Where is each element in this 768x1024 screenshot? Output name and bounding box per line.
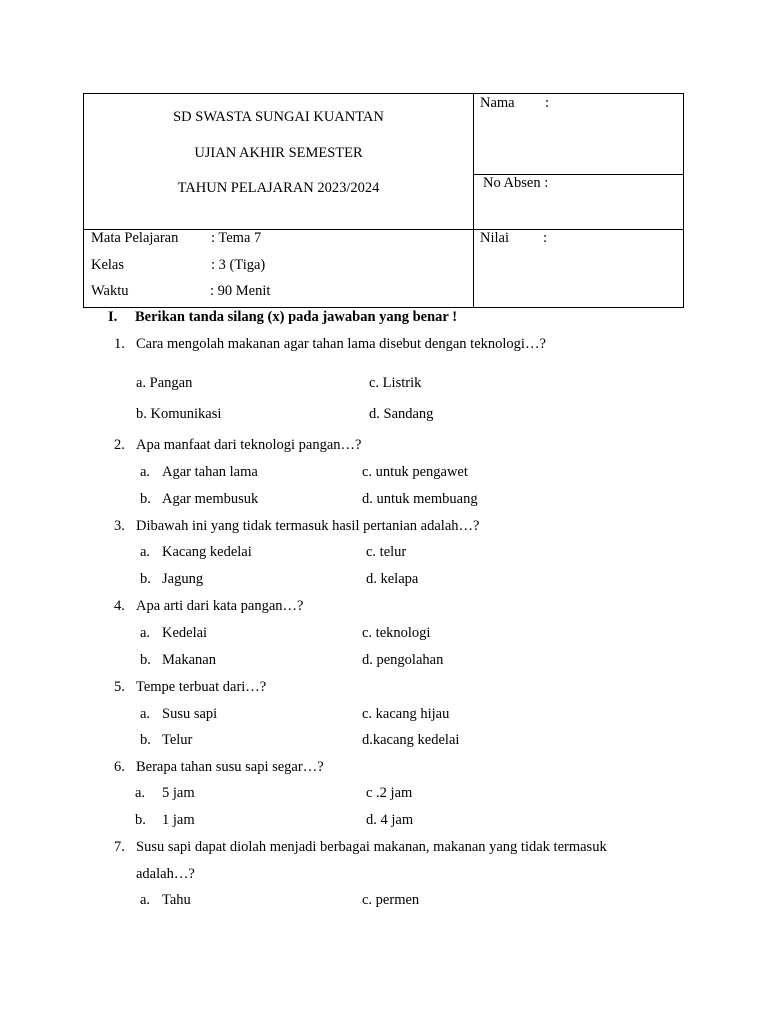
option-b-marker: b. xyxy=(140,491,151,507)
question-text: Dibawah ini yang tidak termasuk hasil pertanian adalah…? xyxy=(136,518,480,534)
option-b: Makanan xyxy=(162,652,216,668)
option-a: Tahu xyxy=(162,892,191,908)
subject-label: Mata Pelajaran xyxy=(91,230,179,246)
option-a-marker: a. xyxy=(140,892,151,908)
section-number: I. xyxy=(108,309,118,325)
option-a-marker: a. xyxy=(140,625,151,641)
nilai-colon: : xyxy=(543,230,548,246)
nama-label: Nama xyxy=(480,95,515,111)
question-number: 2. xyxy=(114,437,125,453)
option-b: Agar membusuk xyxy=(162,491,259,507)
option-d: d. Sandang xyxy=(369,406,434,422)
question-number: 3. xyxy=(114,518,125,534)
option-c: c. untuk pengawet xyxy=(362,464,468,480)
question-number: 1. xyxy=(114,336,125,352)
option-a: 5 jam xyxy=(162,785,195,801)
question-number: 5. xyxy=(114,679,125,695)
option-c: c. telur xyxy=(366,544,407,560)
question-number: 7. xyxy=(114,839,125,855)
question-text: Berapa tahan susu sapi segar…? xyxy=(136,759,324,775)
option-a: Agar tahan lama xyxy=(162,464,258,480)
option-d: d. pengolahan xyxy=(362,652,444,668)
class-value: : 3 (Tiga) xyxy=(211,257,266,273)
option-a-marker: a. xyxy=(140,464,151,480)
header-table xyxy=(83,93,684,308)
class-label: Kelas xyxy=(91,257,125,273)
question-text-continued: adalah…? xyxy=(136,866,195,882)
academic-year: TAHUN PELAJARAN 2023/2024 xyxy=(177,180,380,196)
option-b: 1 jam xyxy=(162,812,195,828)
time-value: : 90 Menit xyxy=(210,283,271,299)
nilai-label: Nilai xyxy=(480,230,509,246)
section-instruction: Berikan tanda silang (x) pada jawaban yang benar ! xyxy=(135,309,458,325)
option-d: d. kelapa xyxy=(366,571,419,587)
option-b: Jagung xyxy=(162,571,204,587)
option-c: c. teknologi xyxy=(362,625,431,641)
nama-colon: : xyxy=(545,95,550,111)
option-d: d.kacang kedelai xyxy=(362,732,460,748)
question-number: 6. xyxy=(114,759,125,775)
option-b: Telur xyxy=(162,732,193,748)
question-text: Apa arti dari kata pangan…? xyxy=(136,598,304,614)
table-divider-vertical xyxy=(473,94,474,307)
question-number: 4. xyxy=(114,598,125,614)
option-c: c. kacang hijau xyxy=(362,706,450,722)
option-b-marker: b. xyxy=(140,732,151,748)
option-c: c .2 jam xyxy=(366,785,413,801)
option-d: d. untuk membuang xyxy=(362,491,478,507)
option-a: Susu sapi xyxy=(162,706,218,722)
option-b: b. Komunikasi xyxy=(136,406,222,422)
question-text: Tempe terbuat dari…? xyxy=(136,679,267,695)
option-a-marker: a. xyxy=(140,544,151,560)
option-a: Kedelai xyxy=(162,625,208,641)
option-b-marker: b. xyxy=(140,571,151,587)
option-a-marker: a. xyxy=(135,785,146,801)
option-c: c. permen xyxy=(362,892,420,908)
time-label: Waktu xyxy=(91,283,129,299)
question-text: Cara mengolah makanan agar tahan lama disebut dengan teknologi…? xyxy=(136,336,546,352)
option-c: c. Listrik xyxy=(369,375,422,391)
option-a: a. Pangan xyxy=(136,375,193,391)
question-text: Susu sapi dapat diolah menjadi berbagai makanan, makanan yang tidak termasuk xyxy=(136,839,607,855)
question-text: Apa manfaat dari teknologi pangan…? xyxy=(136,437,362,453)
subject-value: : Tema 7 xyxy=(211,230,262,246)
option-a-marker: a. xyxy=(140,706,151,722)
no-absen-label: No Absen : xyxy=(483,175,549,191)
exam-title: UJIAN AKHIR SEMESTER xyxy=(194,145,363,161)
option-b-marker: b. xyxy=(135,812,146,828)
option-b-marker: b. xyxy=(140,652,151,668)
option-d: d. 4 jam xyxy=(366,812,414,828)
school-name: SD SWASTA SUNGAI KUANTAN xyxy=(173,109,384,125)
option-a: Kacang kedelai xyxy=(162,544,252,560)
